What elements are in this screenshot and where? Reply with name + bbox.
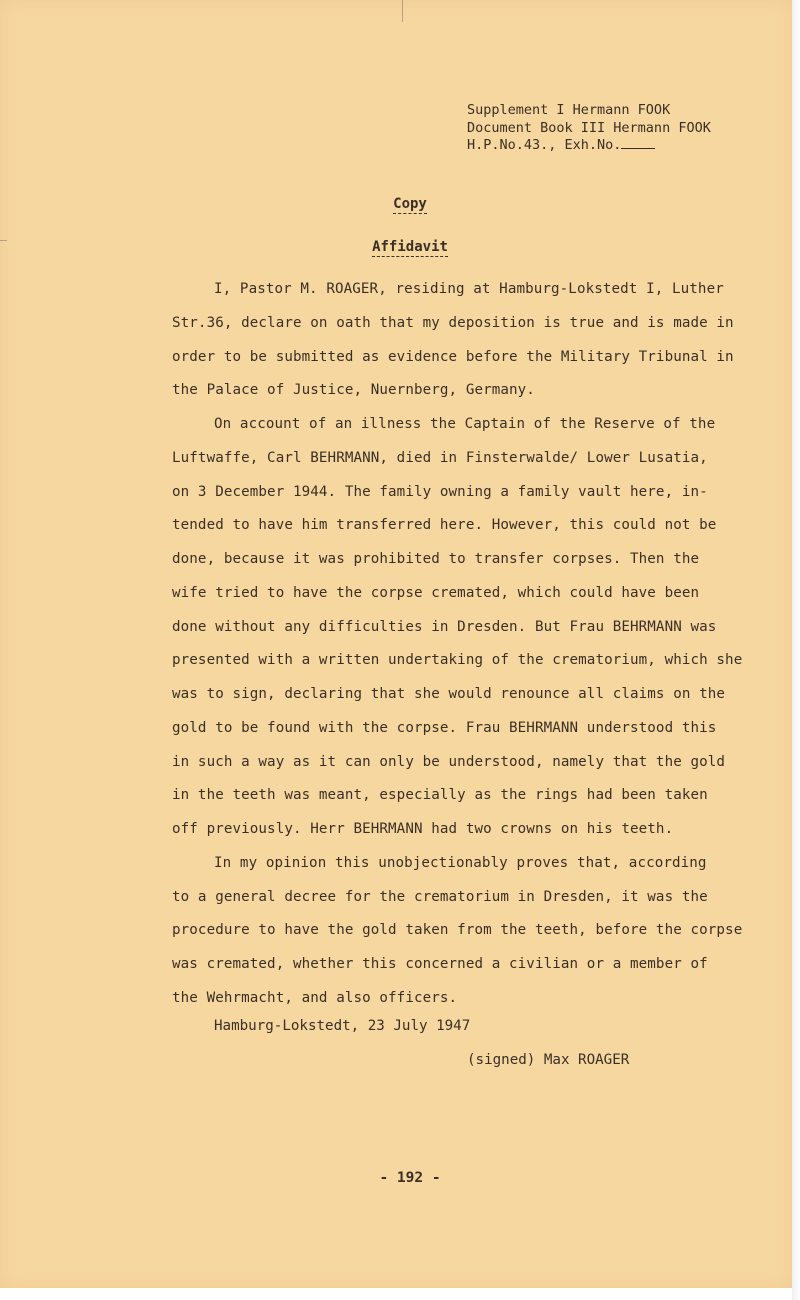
body-line: the Wehrmacht, and also officers. xyxy=(172,989,458,1006)
document-book-reference: Document Book III Hermann FOOK xyxy=(467,119,711,136)
signature-line: (signed) Max ROAGER xyxy=(467,1052,630,1068)
affidavit-body xyxy=(172,273,743,1016)
document-reference-block xyxy=(467,102,711,155)
body-line: gold to be found with the corpse. Frau BEHRMANN understood this xyxy=(172,719,717,736)
body-line: was cremated, whether this concerned a civilian or a member of xyxy=(172,956,708,972)
body-line: procedure to have the gold taken from the teeth, before the corpse xyxy=(172,922,743,939)
body-line: Str.36, declare on oath that my deposition is true and is made in xyxy=(172,314,734,331)
body-line: to a general decree for the crematorium in Dresden, it was the xyxy=(172,888,708,905)
scan-margin xyxy=(792,0,800,1300)
exhibit-number-blank xyxy=(621,138,655,149)
body-line: I, Pastor M. ROAGER, residing at Hamburg-Lokstedt I, Luther xyxy=(214,281,724,297)
body-line: order to be submitted as evidence before the Military Tribunal in xyxy=(172,348,734,365)
body-line: In my opinion this unobjectionably proves that, according xyxy=(214,854,707,871)
body-line: done, because it was prohibited to transfer corpses. Then the xyxy=(172,551,700,567)
copy-heading: Copy xyxy=(393,196,427,212)
body-line: done without any difficulties in Dresden. But Frau BEHRMANN was xyxy=(172,618,717,635)
place-and-date: Hamburg-Lokstedt, 23 July 1947 xyxy=(214,1018,471,1034)
page-number: - 192 - xyxy=(379,1170,441,1186)
body-line: tended to have him transferred here. However, this could not be xyxy=(172,517,717,534)
affidavit-title: Affidavit xyxy=(372,239,448,255)
supplement-reference: Supplement I Hermann FOOK xyxy=(467,102,671,118)
body-line: presented with a written undertaking of the crematorium, which she xyxy=(172,652,743,669)
body-line: the Palace of Justice, Nuernberg, Germany. xyxy=(172,382,535,399)
body-line: on 3 December 1944. The family owning a family vault here, in- xyxy=(172,483,708,500)
body-line: Luftwaffe, Carl BEHRMANN, died in Finsterwalde/ Lower Lusatia, xyxy=(172,449,708,466)
fold-mark xyxy=(402,0,403,22)
body-line: was to sign, declaring that she would renounce all claims on the xyxy=(172,686,726,702)
binding-mark xyxy=(0,240,7,241)
body-line: wife tried to have the corpse cremated, which could have been xyxy=(172,584,700,601)
body-line: On account of an illness the Captain of the Reserve of the xyxy=(214,416,716,432)
body-line: off previously. Herr BEHRMANN had two crowns on his teeth. xyxy=(172,821,674,837)
body-line: in the teeth was meant, especially as the rings had been taken xyxy=(172,787,708,804)
body-line: in such a way as it can only be understood, namely that the gold xyxy=(172,753,726,770)
exhibit-reference: H.P.No.43., Exh.No. xyxy=(467,137,711,155)
